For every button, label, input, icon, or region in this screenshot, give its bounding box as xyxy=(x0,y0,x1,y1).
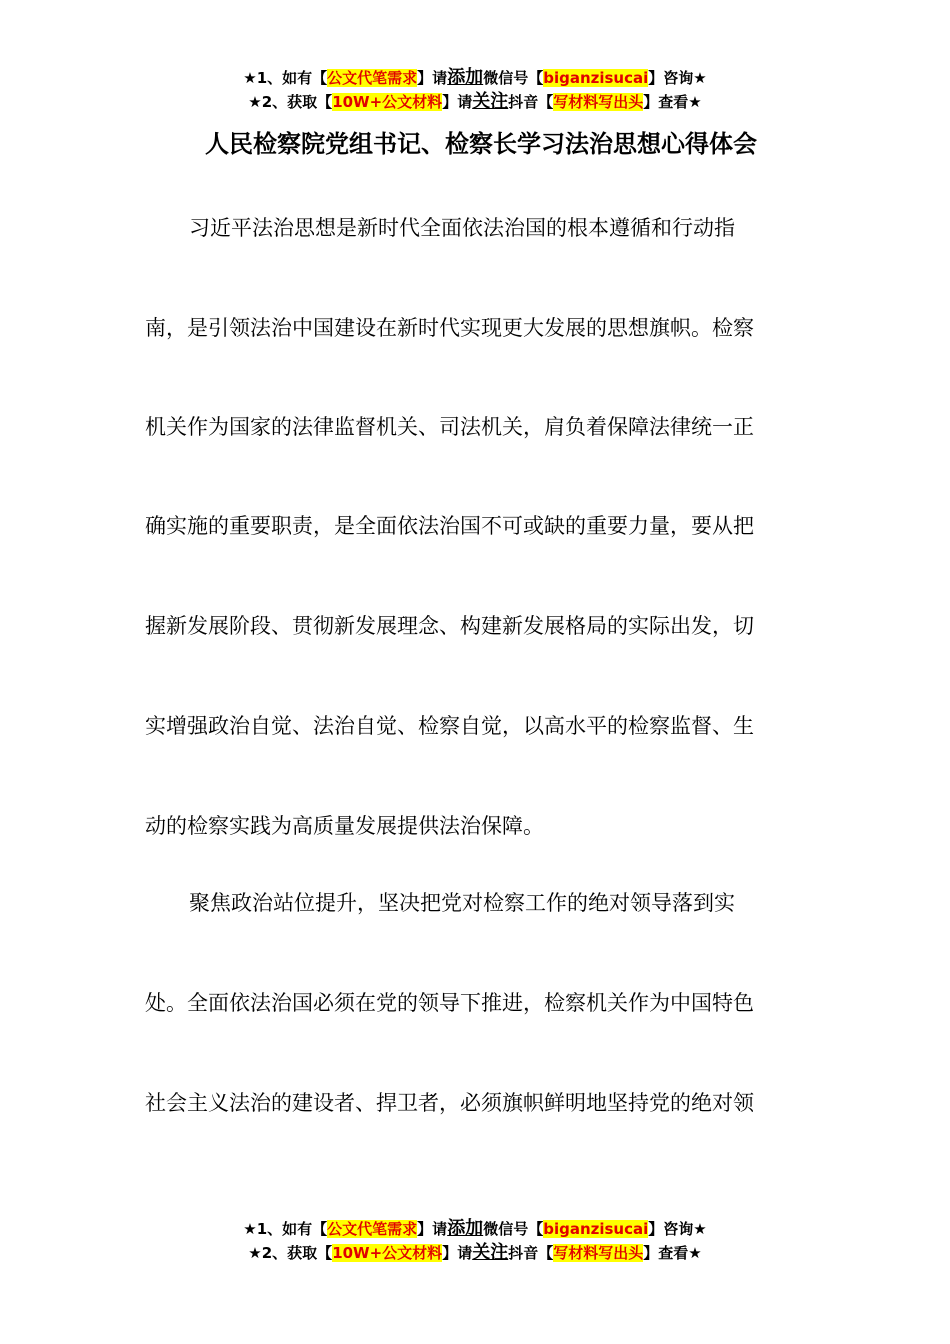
banner-text: 】查看★ xyxy=(643,1244,702,1262)
body-line: 习近平法治思想是新时代全面依法治国的根本遵循和行动指 xyxy=(189,216,735,240)
banner-text: 】请 xyxy=(417,1220,448,1238)
banner-line-2 xyxy=(0,1241,950,1265)
banner-text: ★1、如有【 xyxy=(243,1220,328,1238)
body-line: 聚焦政治站位提升，坚决把党对检察工作的绝对领导落到实 xyxy=(189,891,735,915)
douyin-id-highlight: 写材料写出头 xyxy=(553,93,644,111)
banner-text: ★2、获取【 xyxy=(248,1244,333,1262)
banner-text: 抖音【 xyxy=(508,1244,554,1262)
document-title: 人民检察院党组书记、检察长学习法治思想心得体会 xyxy=(205,130,757,158)
body-line: 南，是引领法治中国建设在新时代实现更大发展的思想旗帜。检察 xyxy=(145,316,754,340)
banner-text: 微信号【 xyxy=(483,1220,544,1238)
body-line: 握新发展阶段、贯彻新发展理念、构建新发展格局的实际出发，切 xyxy=(145,614,754,638)
banner-text: 】咨询★ xyxy=(648,1220,707,1238)
body-line: 处。全面依法治国必须在党的领导下推进，检察机关作为中国特色 xyxy=(145,991,754,1015)
banner-text: ★1、如有【 xyxy=(243,69,328,87)
bottom-banner xyxy=(0,1217,950,1265)
top-banner xyxy=(0,66,950,114)
body-line: 社会主义法治的建设者、捍卫者，必须旗帜鲜明地坚持党的绝对领 xyxy=(145,1091,754,1115)
highlight-text: 公文代笔需求 xyxy=(327,1220,418,1238)
body-line: 确实施的重要职责，是全面依法治国不可或缺的重要力量，要从把 xyxy=(145,514,754,538)
banner-text: 】咨询★ xyxy=(648,69,707,87)
banner-text: 】请 xyxy=(442,93,473,111)
banner-line-2 xyxy=(0,90,950,114)
body-line: 实增强政治自觉、法治自觉、检察自觉，以高水平的检察监督、生 xyxy=(145,714,754,738)
banner-text: 】请 xyxy=(442,1244,473,1262)
banner-text: 抖音【 xyxy=(508,93,554,111)
douyin-id-highlight: 写材料写出头 xyxy=(553,1244,644,1262)
underlined-text: 关注 xyxy=(472,1242,509,1263)
highlight-text: 10W+公文材料 xyxy=(332,93,443,111)
banner-text: 】查看★ xyxy=(643,93,702,111)
body-line: 机关作为国家的法律监督机关、司法机关，肩负着保障法律统一正 xyxy=(145,415,754,439)
banner-text: 微信号【 xyxy=(483,69,544,87)
wechat-id-highlight: biganzisucai xyxy=(543,69,649,87)
highlight-text: 公文代笔需求 xyxy=(327,69,418,87)
wechat-id-highlight: biganzisucai xyxy=(543,1220,649,1238)
underlined-text: 添加 xyxy=(447,67,484,88)
banner-line-1 xyxy=(0,1217,950,1241)
body-line: 动的检察实践为高质量发展提供法治保障。 xyxy=(145,814,544,838)
banner-line-1 xyxy=(0,66,950,90)
underlined-text: 关注 xyxy=(472,91,509,112)
highlight-text: 10W+公文材料 xyxy=(332,1244,443,1262)
underlined-text: 添加 xyxy=(447,1218,484,1239)
banner-text: ★2、获取【 xyxy=(248,93,333,111)
banner-text: 】请 xyxy=(417,69,448,87)
